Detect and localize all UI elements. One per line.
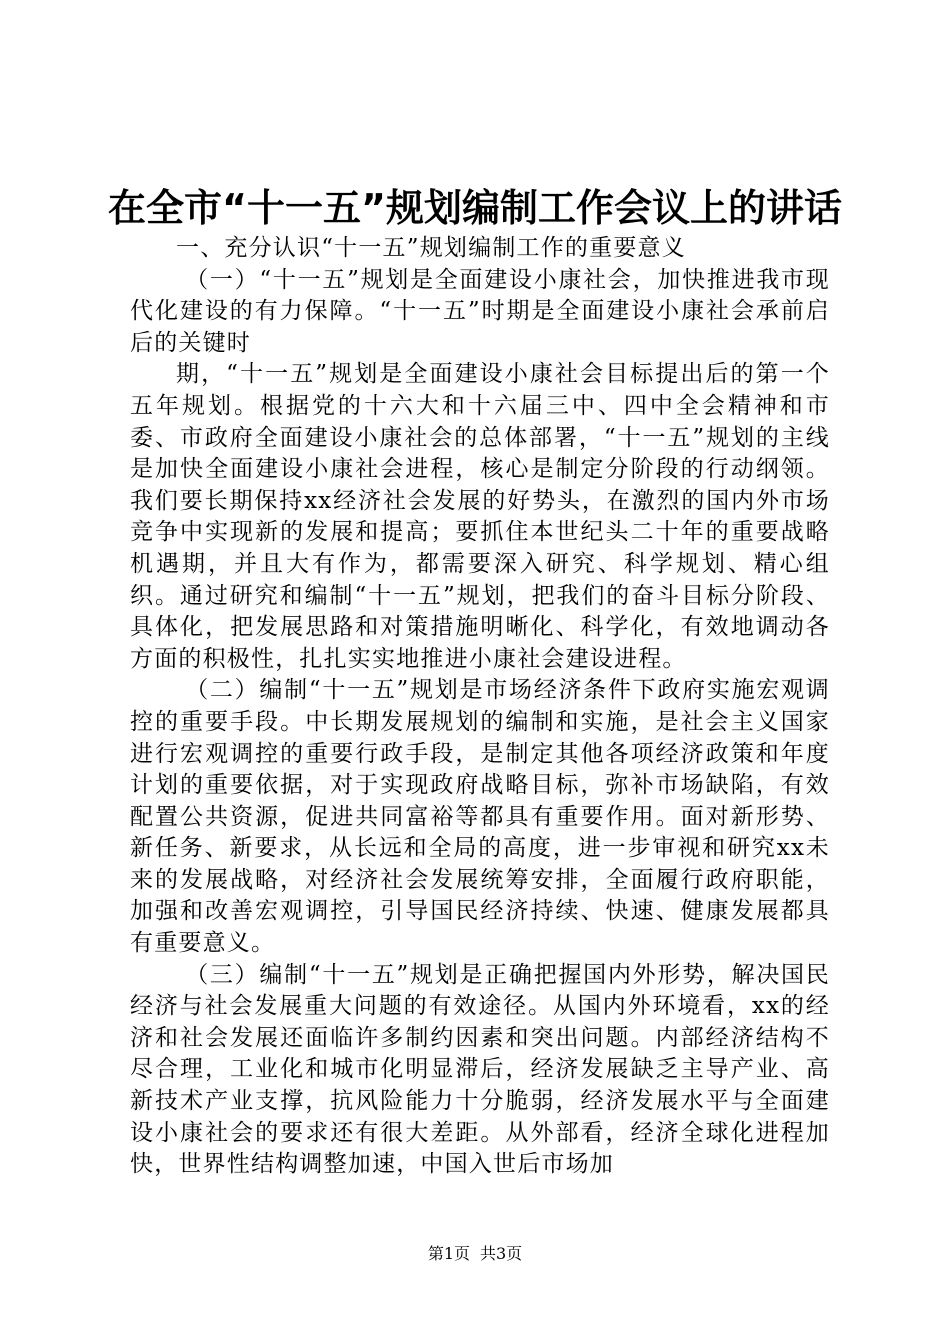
section-heading: 一、充分认识“十一五”规划编制工作的重要意义 [176,235,686,261]
page-total: 共3页 [480,1244,523,1263]
paragraph: 期，“十一五”规划是全面建设小康社会目标提出后的第一个五年规划。根据党的十六大和十六届三中、四中全会精神和市委、市政府全面建设小康社会的总体部署，“十一五”规划的主线是加快全面建设小康社会进程，核心是制定分阶段的行动纲领。我们要长期保持xx经济社会发展的好势头，在激烈的国内外市场竞争中实现新的发展和提高；要抓住本世纪头二十年的重要战略机遇期，并且大有作为，都需要深入研究、科学规划、精心组织。通过研究和编制“十一五”规划，把我们的奋斗目标分阶段、具体化，把发展思路和对策措施明晰化、科学化，有效地调动各方面的积极性，扎扎实实地推进小康社会建设进程。 [130,361,830,672]
paragraph: （二）编制“十一五”规划是市场经济条件下政府实施宏观调控的重要手段。中长期发展规划的编制和实施，是社会主义国家进行宏观调控的重要行政手段，是制定其他各项经济政策和年度计划的重要依据，对于实现政府战略目标，弥补市场缺陷，有效配置公共资源，促进共同富裕等都具有重要作用。面对新形势、新任务、新要求，从长远和全局的高度，进一步审视和研究xx未来的发展战略，对经济社会发展统筹安排，全面履行政府职能，加强和改善宏观调控，引导国民经济持续、快速、健康发展都具有重要意义。 [130,677,830,957]
page-footer [0,1244,950,1264]
paragraph: （三）编制“十一五”规划是正确把握国内外形势，解决国民经济与社会发展重大问题的有效途径。从国内外环境看，xx的经济和社会发展还面临许多制约因素和突出问题。内部经济结构不尽合理，工业化和城市化明显滞后，经济发展缺乏主导产业、高新技术产业支撑，抗风险能力十分脆弱，经济发展水平与全面建设小康社会的要求还有很大差距。从外部看，经济全球化进程加快，世界性结构调整加速，中国入世后市场加 [130,961,830,1178]
document-body [130,233,830,1181]
document-title: 在全市“十一五”规划编制工作会议上的讲话 [108,186,842,230]
page-number: 第1页 [427,1244,470,1263]
paragraph: （一）“十一五”规划是全面建设小康社会，加快推进我市现代化建设的有力保障。“十一五”时期是全面建设小康社会承前启后的关键时 [130,266,830,356]
